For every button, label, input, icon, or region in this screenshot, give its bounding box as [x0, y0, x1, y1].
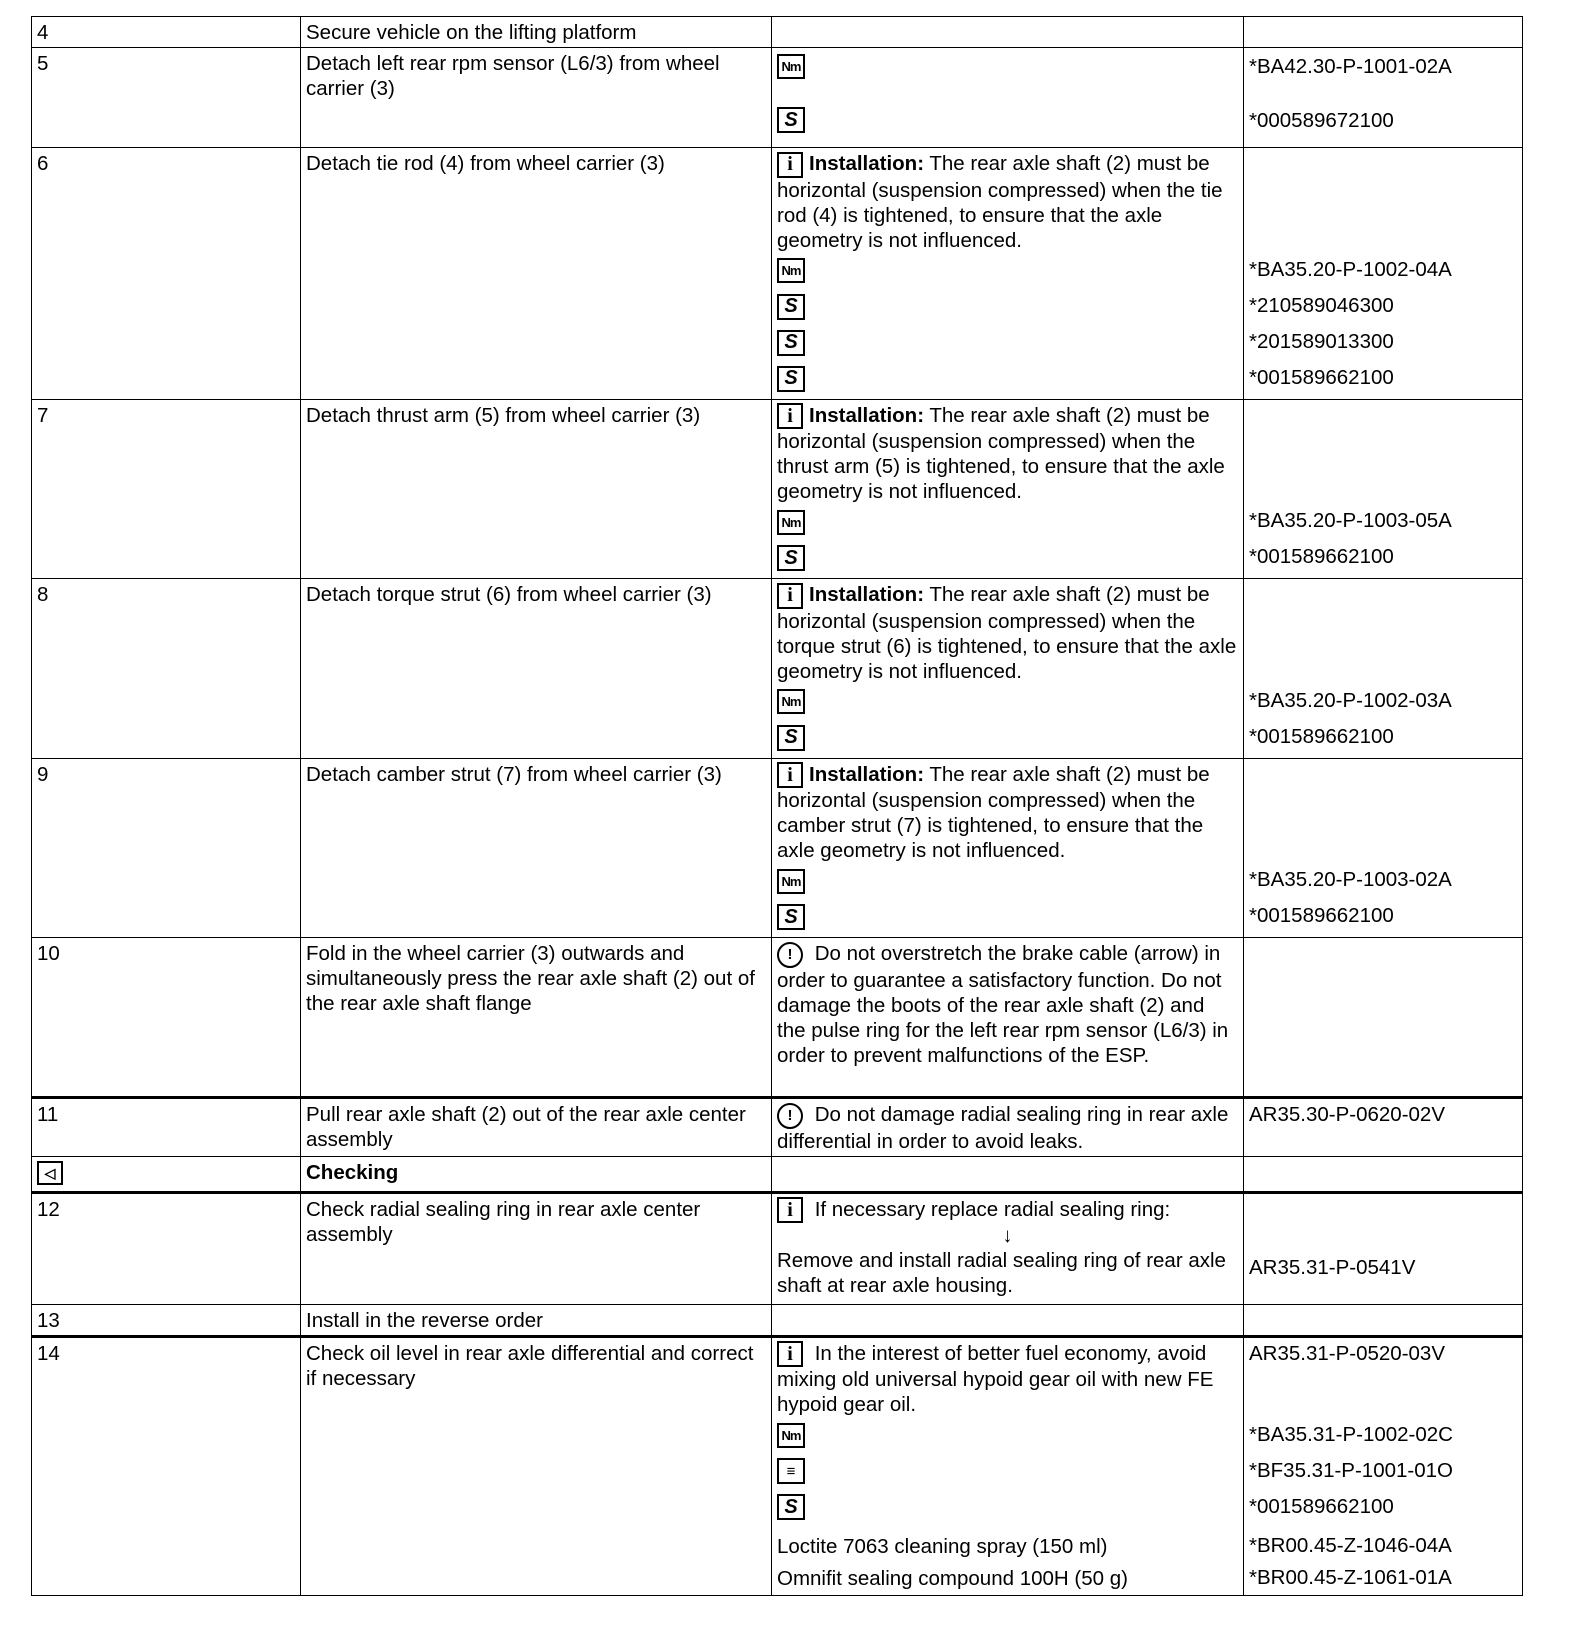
- step-description: Secure vehicle on the lifting platform: [301, 17, 772, 48]
- reference-link[interactable]: *001589662100: [1249, 545, 1394, 569]
- step-number: 4: [32, 17, 301, 48]
- reference-link[interactable]: *000589672100: [1249, 108, 1394, 132]
- step-references: [1244, 758, 1523, 938]
- note-label: Installation:: [809, 403, 925, 427]
- step-notes: [772, 399, 1244, 579]
- step-references: [1244, 17, 1523, 48]
- table-row-step-10: [32, 938, 1523, 1098]
- step-notes: [772, 1156, 1244, 1192]
- step-notes: [772, 17, 1244, 48]
- info-icon: i: [777, 1197, 803, 1223]
- table-row-checking: [32, 1156, 1523, 1192]
- reference-link[interactable]: *BA35.20-P-1002-04A: [1249, 257, 1452, 281]
- step-references: [1244, 1156, 1523, 1192]
- step-notes: [772, 1192, 1244, 1304]
- step-notes: [772, 579, 1244, 759]
- special-tool-icon[interactable]: S: [777, 1494, 805, 1520]
- step-description: Detach left rear rpm sensor (L6/3) from wheel carrier (3): [301, 48, 772, 148]
- special-tool-icon[interactable]: S: [777, 366, 805, 392]
- table-row-step-7: [32, 399, 1523, 579]
- step-number: 6: [32, 148, 301, 400]
- step-references: [1244, 48, 1523, 148]
- step-number: 12: [32, 1192, 301, 1304]
- step-number: 7: [32, 399, 301, 579]
- reference-link[interactable]: *BF35.31-P-1001-01O: [1249, 1459, 1453, 1483]
- step-number: 13: [32, 1304, 301, 1336]
- warning-icon: !: [777, 942, 803, 968]
- note-text: Do not overstretch the brake cable (arrow) in order to guarantee a satisfactory function. Do not damage the boots of the rear axle shaft (2) and the pulse ring for the left rear rpm sensor (L6/3) in order to prevent malfunctions of the ESP.: [777, 942, 1229, 1067]
- reference-link[interactable]: *001589662100: [1249, 1495, 1394, 1519]
- step-notes: [772, 938, 1244, 1098]
- step-description: Fold in the wheel carrier (3) outwards and simultaneously press the rear axle shaft (2) out of the rear axle shaft flange: [301, 938, 772, 1098]
- table-row-step-6: [32, 148, 1523, 400]
- section-heading: Checking: [301, 1156, 772, 1192]
- info-icon: i: [777, 762, 803, 788]
- procedure-page: [31, 16, 1522, 1596]
- reference-link[interactable]: *BA35.20-P-1003-05A: [1249, 509, 1452, 533]
- info-icon: i: [777, 1341, 803, 1367]
- reference-link[interactable]: *BA35.20-P-1002-03A: [1249, 688, 1452, 712]
- note-label: Installation:: [809, 762, 925, 786]
- step-description: Detach tie rod (4) from wheel carrier (3): [301, 148, 772, 400]
- step-number: 8: [32, 579, 301, 759]
- warning-icon: !: [777, 1103, 803, 1129]
- note-label: Installation:: [809, 152, 925, 175]
- note-text: Do not damage radial sealing ring in rear axle differential in order to avoid leaks.: [777, 1103, 1229, 1153]
- torque-nm-icon[interactable]: Nm: [777, 689, 805, 714]
- torque-nm-icon[interactable]: Nm: [777, 510, 805, 535]
- reference-link[interactable]: AR35.31-P-0520-03V: [1249, 1341, 1446, 1365]
- reference-link[interactable]: AR35.31-P-0541V: [1249, 1255, 1416, 1279]
- step-number: 5: [32, 48, 301, 148]
- step-description: Pull rear axle shaft (2) out of the rear axle center assembly: [301, 1098, 772, 1157]
- step-notes: [772, 48, 1244, 148]
- step-number: 10: [32, 938, 301, 1098]
- checking-cell: [32, 1156, 301, 1192]
- step-notes: [772, 148, 1244, 400]
- reference-link[interactable]: *201589013300: [1249, 329, 1394, 353]
- torque-nm-icon[interactable]: Nm: [777, 869, 805, 894]
- reference-link[interactable]: *001589662100: [1249, 724, 1394, 748]
- table-row-step-12: [32, 1192, 1523, 1304]
- torque-nm-icon[interactable]: Nm: [777, 1423, 805, 1448]
- special-tool-icon[interactable]: S: [777, 330, 805, 356]
- step-references: [1244, 938, 1523, 1098]
- torque-nm-icon[interactable]: Nm: [777, 54, 805, 79]
- special-tool-icon[interactable]: S: [777, 904, 805, 930]
- table-row-step-11: [32, 1098, 1523, 1157]
- table-row-step-8: [32, 579, 1523, 759]
- special-tool-icon[interactable]: S: [777, 107, 805, 133]
- step-notes: [772, 1098, 1244, 1157]
- step-references: [1244, 1192, 1523, 1304]
- special-tool-icon[interactable]: S: [777, 725, 805, 751]
- table-row-step-5: [32, 48, 1523, 148]
- step-references: [1244, 1098, 1523, 1157]
- note-text: The rear axle shaft (2) must be horizontal (suspension compressed) when the torque strut (6) is tightened, to ensure that the axle geometry is not influenced.: [777, 583, 1237, 683]
- step-number: 9: [32, 758, 301, 938]
- reference-link[interactable]: *001589662100: [1249, 904, 1394, 928]
- torque-nm-icon[interactable]: Nm: [777, 258, 805, 283]
- info-icon: i: [777, 403, 803, 429]
- checking-icon: ◁: [37, 1161, 63, 1185]
- step-description: Check oil level in rear axle differential and correct if necessary: [301, 1336, 772, 1596]
- note-text: The rear axle shaft (2) must be horizontal (suspension compressed) when the thrust arm (5) is tightened, to ensure that the axle geometry is not influenced.: [777, 403, 1225, 504]
- material-name: Omnifit sealing compound 100H (50 g): [777, 1566, 1128, 1590]
- note-text: If necessary replace radial sealing ring:: [809, 1197, 1171, 1221]
- procedure-table: [31, 16, 1523, 1596]
- reference-link[interactable]: *BR00.45-Z-1061-01A: [1249, 1566, 1452, 1590]
- step-description: Install in the reverse order: [301, 1304, 772, 1336]
- note-text: Remove and install radial sealing ring of rear axle shaft at rear axle housing.: [777, 1249, 1226, 1298]
- table-row-step-4: [32, 17, 1523, 48]
- step-references: [1244, 1304, 1523, 1336]
- step-description: Detach thrust arm (5) from wheel carrier (3): [301, 399, 772, 579]
- info-icon: i: [777, 583, 803, 609]
- note-text: The rear axle shaft (2) must be horizontal (suspension compressed) when the camber strut (7) is tightened, to ensure that the axle geometry is not influenced.: [777, 762, 1210, 863]
- step-description: Detach torque strut (6) from wheel carrier (3): [301, 579, 772, 759]
- reference-link[interactable]: *001589662100: [1249, 365, 1394, 389]
- step-number: 11: [32, 1098, 301, 1157]
- step-number: 14: [32, 1336, 301, 1596]
- step-references: [1244, 1336, 1523, 1596]
- reference-link[interactable]: *BA35.20-P-1003-02A: [1249, 868, 1452, 892]
- step-notes: [772, 758, 1244, 938]
- note-label: Installation:: [809, 583, 925, 607]
- step-references: [1244, 148, 1523, 400]
- note-text: The rear axle shaft (2) must be horizontal (suspension compressed) when the tie rod (4) is tightened, to ensure that the axle geometry is not influenced.: [777, 152, 1223, 252]
- material-name: Loctite 7063 cleaning spray (150 ml): [777, 1534, 1108, 1558]
- info-icon: i: [777, 152, 803, 178]
- step-description: Check radial sealing ring in rear axle center assembly: [301, 1192, 772, 1304]
- reference-link[interactable]: *BA35.31-P-1002-02C: [1249, 1423, 1453, 1447]
- reference-link[interactable]: AR35.30-P-0620-02V: [1249, 1103, 1446, 1127]
- step-notes: [772, 1304, 1244, 1336]
- step-description: Detach camber strut (7) from wheel carrier (3): [301, 758, 772, 938]
- reference-link[interactable]: *BA42.30-P-1001-02A: [1249, 54, 1452, 78]
- note-text: In the interest of better fuel economy, avoid mixing old universal hypoid gear oil with new FE hypoid gear oil.: [777, 1341, 1214, 1417]
- step-notes: [772, 1336, 1244, 1596]
- down-arrow-icon: ↓: [1002, 1224, 1013, 1248]
- reference-link[interactable]: *210589046300: [1249, 293, 1394, 317]
- table-row-step-14: [32, 1336, 1523, 1596]
- step-references: [1244, 399, 1523, 579]
- special-tool-icon[interactable]: S: [777, 294, 805, 320]
- step-references: [1244, 579, 1523, 759]
- special-tool-icon[interactable]: S: [777, 545, 805, 571]
- table-row-step-9: [32, 758, 1523, 938]
- table-row-step-13: [32, 1304, 1523, 1336]
- reference-link[interactable]: *BR00.45-Z-1046-04A: [1249, 1534, 1452, 1558]
- data-sheet-icon[interactable]: ≡: [777, 1458, 805, 1484]
